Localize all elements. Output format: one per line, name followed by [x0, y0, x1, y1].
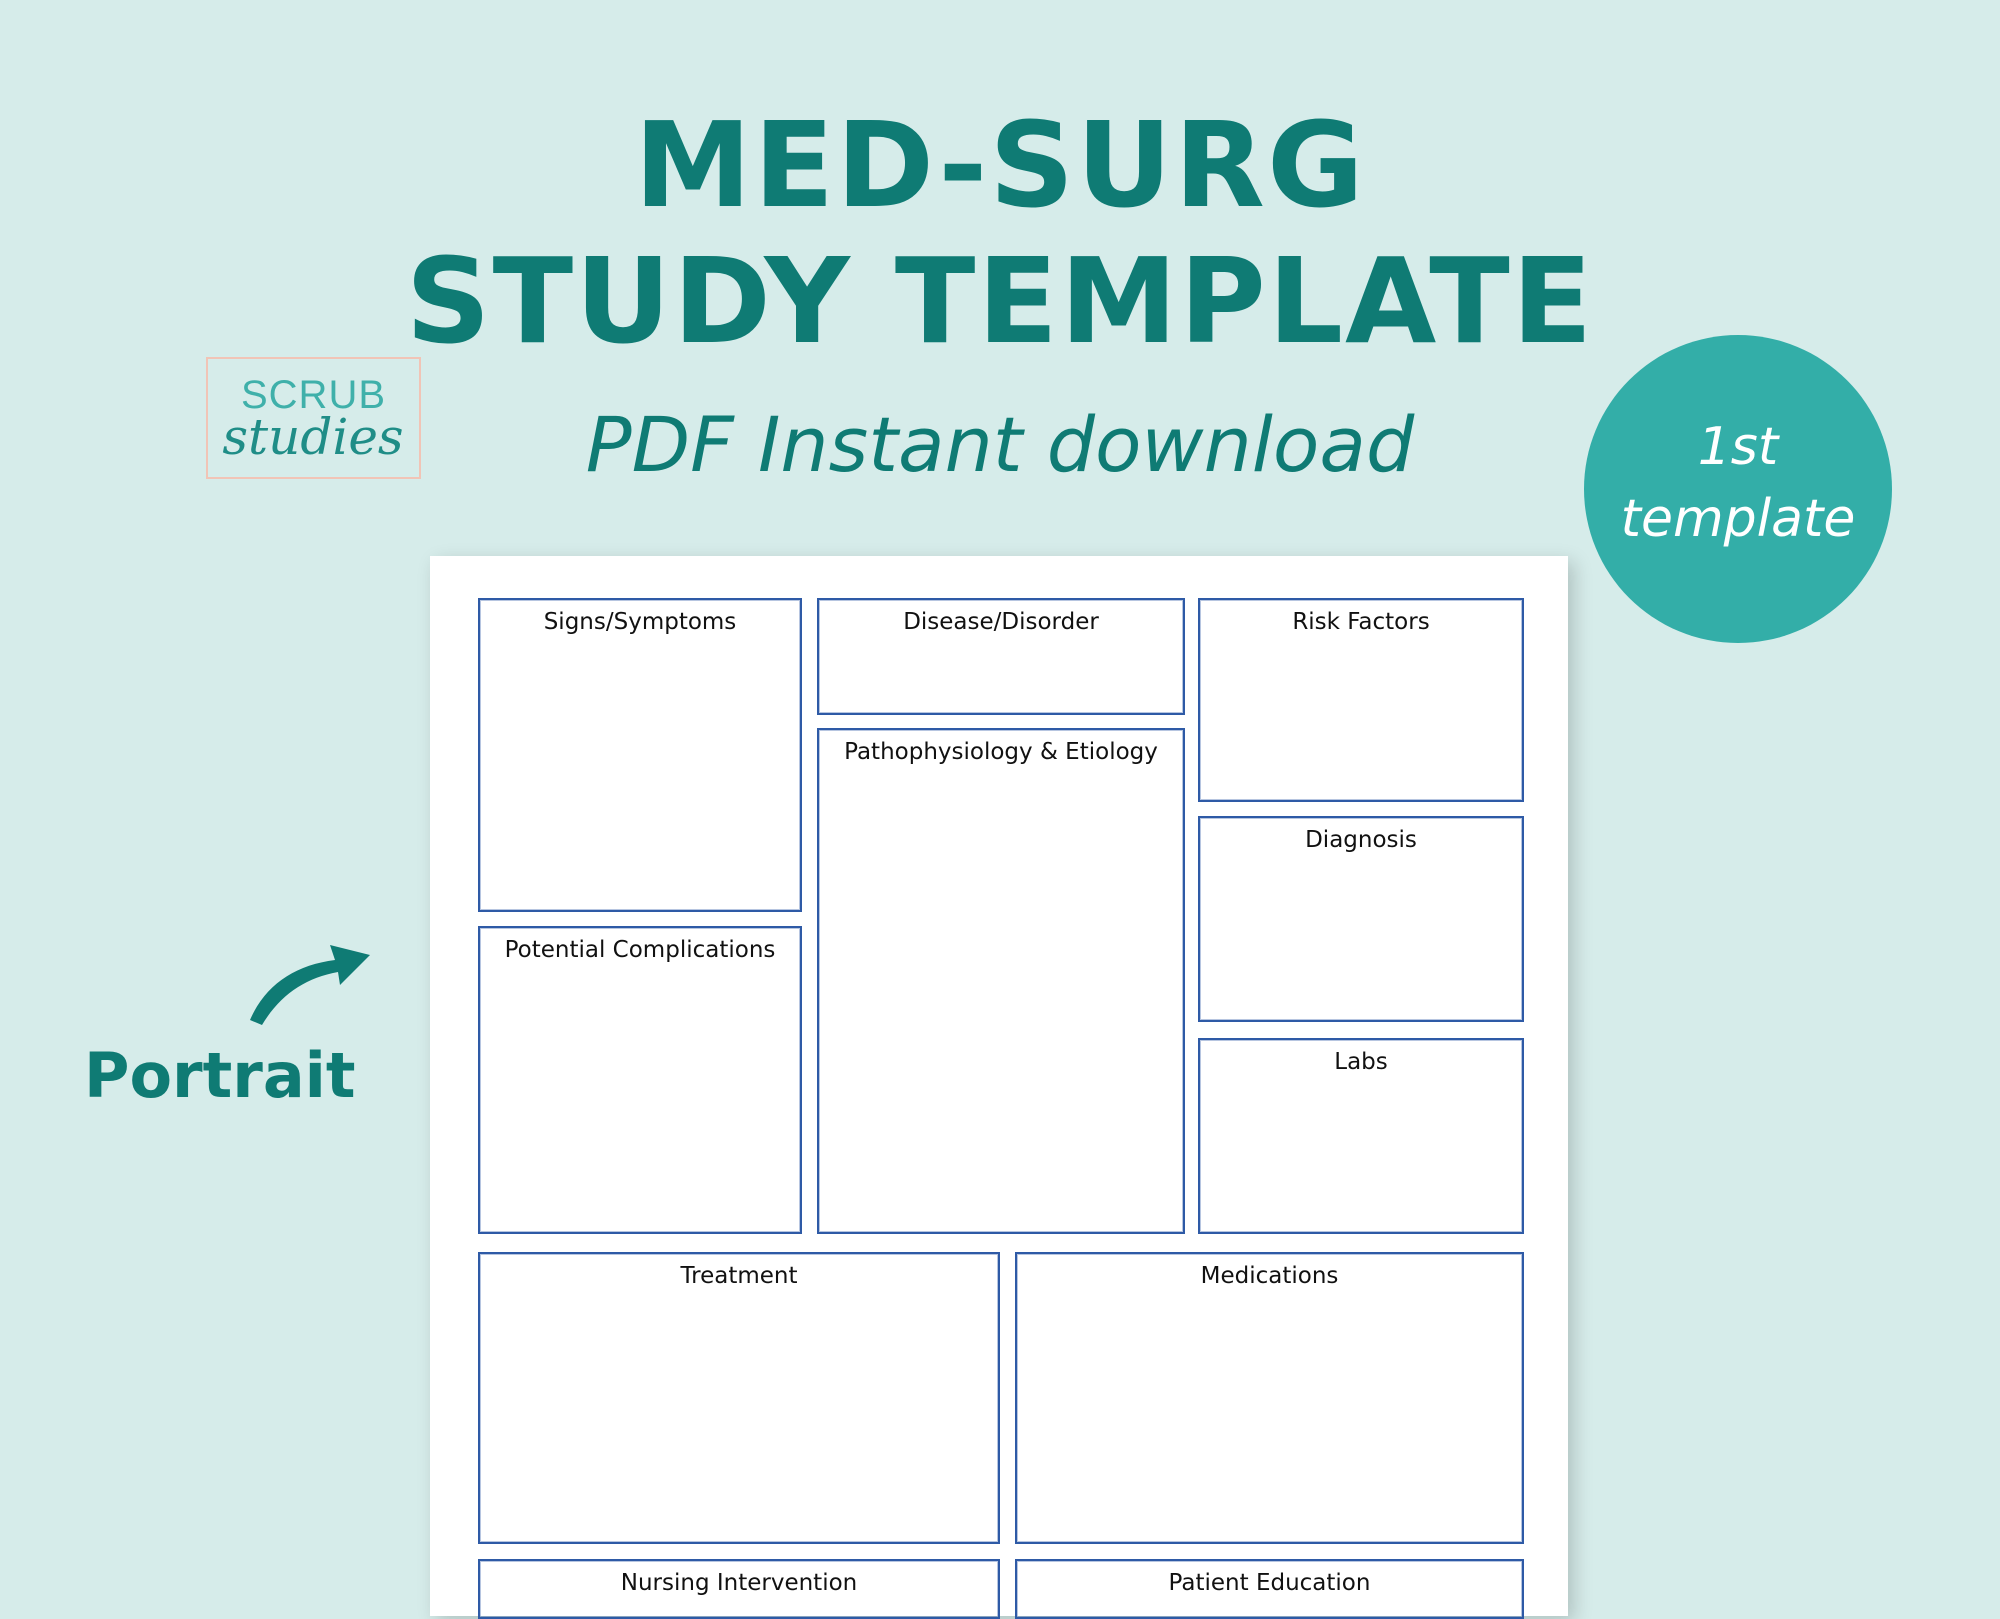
- box-label: Treatment: [680, 1263, 798, 1289]
- box-label: Patient Education: [1168, 1570, 1371, 1596]
- logo-top-text: SCRUB: [240, 373, 387, 417]
- badge-line-1: 1st: [1697, 417, 1779, 477]
- brand-logo: [206, 357, 421, 479]
- box-patient-education: [1015, 1559, 1524, 1619]
- box-label: Diagnosis: [1305, 827, 1417, 853]
- box-potential-complications: [478, 926, 802, 1234]
- badge-line-2: template: [1620, 489, 1856, 549]
- box-label: Signs/Symptoms: [543, 609, 737, 635]
- box-pathophysiology: [817, 728, 1185, 1234]
- box-risk-factors: [1198, 598, 1524, 802]
- box-label: Nursing Intervention: [620, 1570, 858, 1596]
- box-disease-disorder: [817, 598, 1185, 715]
- box-label: Risk Factors: [1292, 609, 1430, 635]
- box-label: Potential Complications: [504, 937, 776, 963]
- logo-bottom-text: studies: [222, 408, 404, 466]
- subtitle: PDF Instant download: [585, 400, 1415, 489]
- box-labs: [1198, 1038, 1524, 1234]
- title-line-2: STUDY TEMPLATE: [405, 232, 1595, 370]
- box-diagnosis: [1198, 816, 1524, 1022]
- box-signs-symptoms: [478, 598, 802, 912]
- template-badge: [1584, 335, 1892, 643]
- title-line-1: MED-SURG: [634, 96, 1366, 234]
- box-label: Disease/Disorder: [903, 609, 1099, 635]
- box-label: Medications: [1200, 1263, 1339, 1289]
- box-medications: [1015, 1252, 1524, 1544]
- box-treatment: [478, 1252, 1000, 1544]
- orientation-label: Portrait: [84, 1039, 356, 1112]
- box-label: Labs: [1334, 1049, 1388, 1075]
- template-sheet: [430, 556, 1568, 1616]
- box-nursing-intervention: [478, 1559, 1000, 1619]
- curved-arrow-icon: [240, 930, 380, 1030]
- box-label: Pathophysiology & Etiology: [844, 739, 1158, 765]
